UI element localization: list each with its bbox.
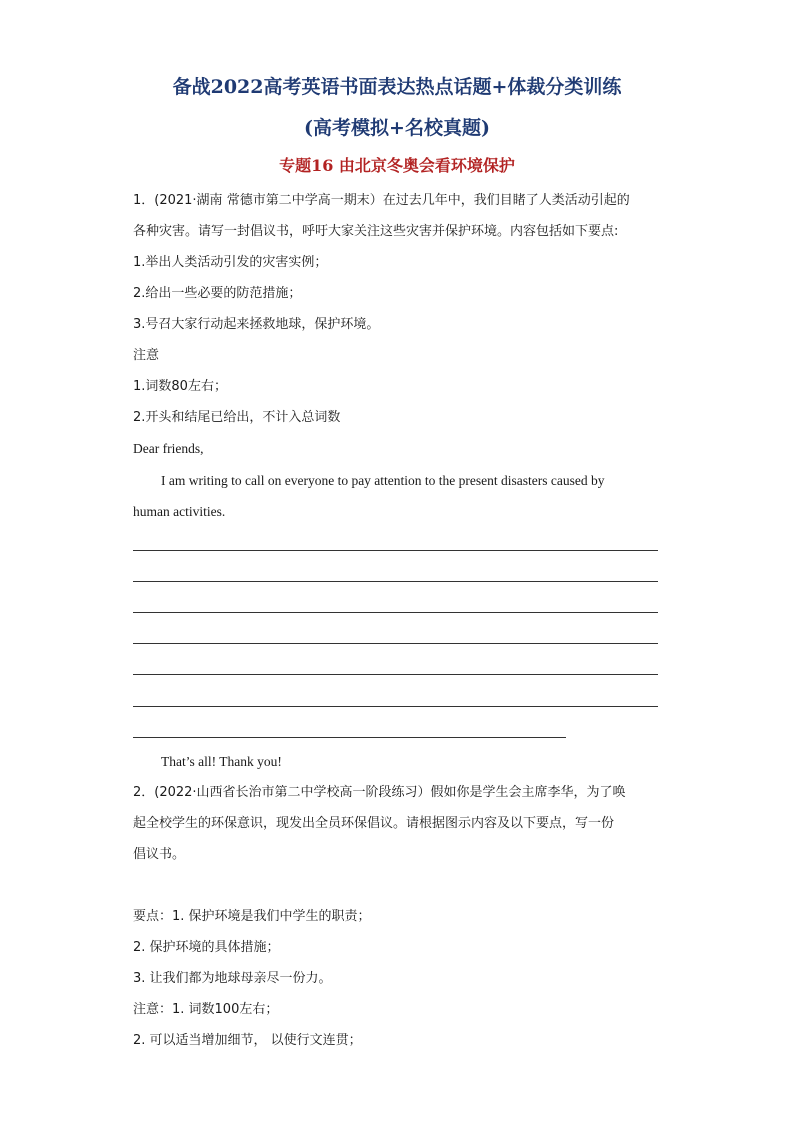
answer-line <box>133 643 658 644</box>
q2-point-3: 3. 让我们都为地球母亲尽一份力。 <box>133 971 332 986</box>
q2-intro-line-3: 倡议书。 <box>133 847 186 862</box>
q2-note-1: 注意：1. 词数100左右； <box>133 1002 279 1017</box>
q1-opening-line-2: human activities. <box>133 504 226 519</box>
q2-intro-line-1: 2．(2022·山西省长治市第二中学校高一阶段练习）假如你是学生会主席李华，为了唤 <box>133 785 626 800</box>
q1-point-2: 2.给出一些必要的防范措施； <box>133 286 302 301</box>
q2-point-2: 2. 保护环境的具体措施； <box>133 940 280 955</box>
q1-note-label: 注意 <box>133 348 160 363</box>
answer-line <box>133 674 658 675</box>
answer-line <box>133 612 658 613</box>
q1-note-1: 1.词数80左右； <box>133 379 227 394</box>
answer-line <box>133 737 566 738</box>
q1-point-3: 3.号召大家行动起来拯救地球，保护环境。 <box>133 317 380 332</box>
answer-line <box>133 550 658 551</box>
q1-intro-line-2: 各种灾害。请写一封倡议书，呼吁大家关注这些灾害并保护环境。内容包括如下要点: <box>133 224 619 239</box>
q2-intro-line-2: 起全校学生的环保意识，现发出全员环保倡议。请根据图示内容及以下要点，写一份 <box>133 816 615 831</box>
q2-point-1: 要点：1. 保护环境是我们中学生的职责； <box>133 909 371 924</box>
topic-heading: 专题16 由北京冬奥会看环境保护 <box>279 156 515 175</box>
q1-point-1: 1.举出人类活动引发的灾害实例； <box>133 255 328 270</box>
answer-line <box>133 581 658 582</box>
q1-intro-line-1: 1．(2021·湖南 常德市第二中学高一期末）在过去几年中，我们目睹了人类活动引起的 <box>133 193 630 208</box>
q1-note-2: 2.开头和结尾已给出，不计入总词数 <box>133 410 341 425</box>
q1-closing: That’s all! Thank you! <box>161 754 282 769</box>
q2-note-2: 2. 可以适当增加细节， 以使行文连贯； <box>133 1033 362 1048</box>
q1-opening-line-1: I am writing to call on everyone to pay attention to the present disasters caused by <box>161 473 605 488</box>
answer-line <box>133 706 658 707</box>
page-title-sub: (高考模拟+名校真题) <box>304 117 490 139</box>
q1-greeting: Dear friends, <box>133 441 204 456</box>
page-title: 备战2022高考英语书面表达热点话题+体裁分类训练 <box>172 76 622 98</box>
